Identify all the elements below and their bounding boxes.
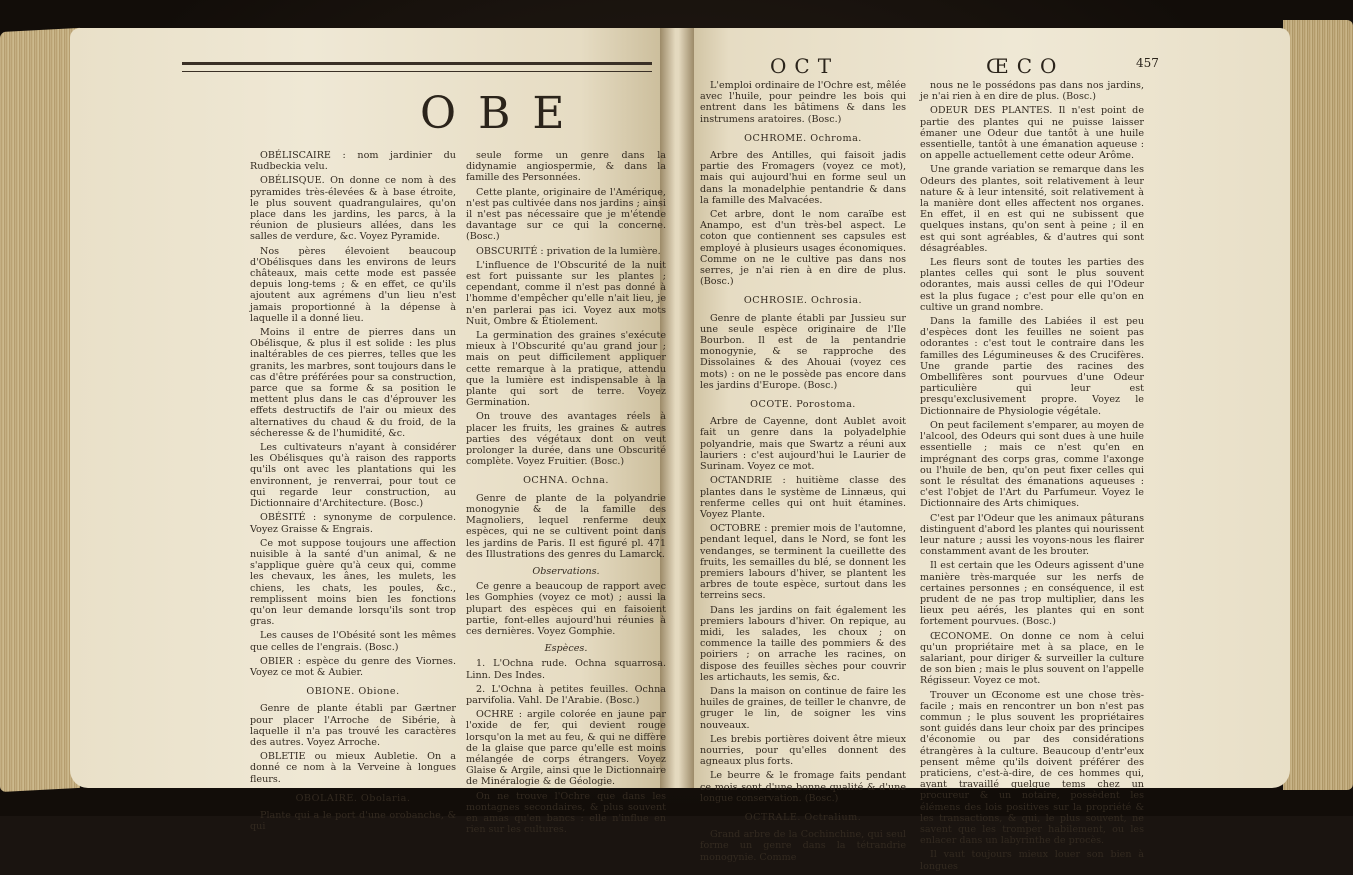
right-page-edges: [1283, 20, 1353, 790]
paragraph: L'emploi ordinaire de l'Ochre est, mêlée avec l'huile, pour peindre les bois qui entrent dans les bâtimens & dans les instrumens aratoires. (Bosc.): [700, 80, 906, 125]
left-page-edges: [0, 28, 80, 792]
paragraph: Plante qui a le port d'une orobanche, & qui: [250, 809, 456, 833]
paragraph: Arbre des Antilles, qui faisoit jadis partie des Fromagers (voyez ce mot), mais qui aujourd'hui en forme seul un dans la monadelphie pentandrie & dans la famille des Malvacées.: [700, 150, 906, 206]
paragraph: Moins il entre de pierres dans un Obélisque, & plus il est solide : les plus inaltérables de ces pierres, telles que les granits, les marbres, sont toujours dans le cas d'être préférées pour sa construction, parce que sa forme & sa position le mettent plus dans le cas d'éprouver les effets destructifs de l'air ou mieux des alternatives du chaud & du froid, de la sécheresse & de l'humidité, &c.: [250, 327, 456, 439]
paragraph: OCTOBRE : premier mois de l'automne, pendant lequel, dans le Nord, se font les vendanges, se terminent la cueillette des fruits, les semailles du blé, se donnent les premiers labours d'hiver, se plantent les arbres de toute espèce, surtout dans les terreins secs.: [700, 523, 906, 602]
paragraph: Cet arbre, dont le nom caraïbe est Anampo, est d'un très-bel aspect. Le coton que contiennent ses capsules est employé à plusieurs usages économiques. Comme on ne le cultive pas dans nos serres, je n'ai rien à en dire de plus. (Bosc.): [700, 209, 906, 288]
paragraph: Nos pères élevoient beaucoup d'Obélisques dans les environs de leurs châteaux, mais cette mode est passée depuis long-tems ; & en effet, ce qu'ils ajoutent aux agrémens d'un lieu n'est jamais proportionné à la dépense à laquelle il a donné lieu.: [250, 245, 456, 324]
paragraph: Dans la maison on continue de faire les huiles de graines, de teiller le chanvre, de gruger le lin, de soigner les vins nouveaux.: [700, 685, 906, 731]
paragraph: OCOTE. Porostoma.: [750, 399, 856, 411]
paragraph: Grand arbre de la Cochinchine, qui seul forme un genre dans la tétrandrie monogynie. Comme: [700, 829, 906, 863]
paragraph: Espèces.: [544, 643, 588, 655]
paragraph: On peut facilement s'emparer, au moyen de l'alcool, des Odeurs qui sont dues à une huile essentielle ; mais ce n'est qu'en en imprégnant des corps gras, comme l'axonge ou l'huile de ben, qu'on peut fixer celles qui sont le résultat des émanations aqueuses : c'est l'objet de l'Art du Parfumeur. Voyez le Dictionnaire des Arts chimiques.: [920, 419, 1144, 510]
paragraph: Cette plante, originaire de l'Amérique, n'est pas cultivée dans nos jardins ; ainsi il n'est pas nécessaire que je m'étende davantage sur ce qui la concerne. (Bosc.): [466, 186, 666, 243]
paragraph: OCHROSIE. Ochrosia.: [743, 295, 863, 307]
paragraph: Une grande variation se remarque dans les Odeurs des plantes, soit relativement à leur nature & à leur intensité, soit relativement à la manière dont elles affectent nos organes. En effet, il en est qui ne subissent que quelques instans, qu'on sent à peine ; il en est qui sont agréables, & d'autres qui sont désagréables.: [920, 164, 1144, 254]
paragraph: La germination des graines s'exécute mieux à l'Obscurité qu'au grand jour ; mais on peut difficilement appliquer cette remarque à la pratique, attendu que la lumière est indispensable à la plante qui sort de terre. Voyez Germination.: [466, 330, 666, 409]
paragraph: Il est certain que les Odeurs agissent d'une manière très-marquée sur les nerfs de certaines personnes ; en conséquence, il est prudent de ne pas trop multiplier, dans les lieux peu aérés, les plantes qui en sont fortement pourvues. (Bosc.): [920, 560, 1144, 628]
paragraph: Dans les jardins on fait également les premiers labours d'hiver. On repique, au midi, les salades, les choux ; on commence la taille des pommiers & des poiriers ; on arrache les racines, on dispose des feuilles sèches pour couvrir les artichauts, les semis, &c.: [700, 604, 906, 683]
paragraph: seule forme un genre dans la didynamie angiospermie, & dans la famille des Personnées.: [466, 150, 666, 184]
paragraph: OCTANDRIE : huitième classe des plantes dans le système de Linnæus, qui renferme celles qui ont huit étamines. Voyez Plante.: [700, 475, 906, 520]
paragraph: On trouve des avantages réels à placer les fruits, les graines & autres parties des végétaux dont on veut prolonger la durée, dans une Obscurité complète. Voyez Fruitier. (Bosc.): [466, 411, 666, 468]
paragraph: OBIER : espèce du genre des Viornes. Voyez ce mot & Aubier.: [250, 655, 456, 678]
paragraph: Le beurre & le fromage faits pendant ce mois sont d'une bonne qualité & d'une longue conservation. (Bosc.): [700, 770, 906, 804]
header-rule: [182, 62, 652, 72]
paragraph: 2. L'Ochna à petites feuilles. Ochna parvifolia. Vahl. De l'Arabie. (Bosc.): [466, 683, 666, 706]
paragraph: OBIONE. Obione.: [306, 686, 400, 698]
paragraph: Trouver un Œconome est une chose très-facile ; mais en rencontrer un bon n'est pas commun ; le plus souvent les propriétaires sont guidés dans leur choix par des principes d'économie ou par des considérations étrangères à la culture. Beaucoup d'entr'eux pensent même qu'ils doivent préférer des praticiens, c'est-à-dire, de ces hommes qui, ayant travaillé quelque tems chez un procureur & un notaire, possèdent les élémens des lois positives sur la propriété & les transactions, & qui, le plus souvent, ne savent que les tromper habilement, ou les enlacer dans un labyrinthe de procès.: [920, 689, 1144, 847]
paragraph: Les fleurs sont de toutes les parties des plantes celles qui sont le plus souvent odorantes, mais aussi celles de qui l'Odeur est la plus fugace ; c'est pour elle qu'on en cultive un grand nombre.: [920, 257, 1144, 313]
paragraph: ŒCONOME. On donne ce nom à celui qu'un propriétaire met à sa place, en le salariant, pour diriger & surveiller la culture de son bien ; mais le plus souvent on l'appelle Régisseur. Voyez ce mot.: [920, 630, 1144, 687]
paragraph: Observations.: [532, 565, 600, 577]
left-column-2: [466, 150, 666, 838]
paragraph: nous ne le possédons pas dans nos jardins, je n'ai rien à en dire de plus. (Bosc.): [920, 80, 1144, 103]
paragraph: ODEUR DES PLANTES. Il n'est point de partie des plantes qui ne puisse laisser émaner une Odeur due tantôt à une huile essentielle, tantôt à une émanation aqueuse : on appelle actuellement cette odeur Arôme.: [920, 105, 1144, 162]
right-running-head-left: OCT: [770, 54, 840, 78]
right-column-1: [700, 80, 906, 866]
paragraph: Genre de plante établi par Gærtner pour placer l'Arroche de Sibérie, à laquelle il n'a pas trouvé les caractères des autres. Voyez Arroche.: [250, 703, 456, 748]
paragraph: Ce genre a beaucoup de rapport avec les Gomphies (voyez ce mot) ; aussi la plupart des espèces qui en faisoient partie, font-elles aujourd'hui réunies à ces dernières. Voyez Gomphie.: [466, 581, 666, 637]
paragraph: OCHRE : argile colorée en jaune par l'oxide de fer, qui devient rouge lorsqu'on la met au feu, & qui ne diffère de la glaise que parce qu'elle est moins mélangée de corps étrangers. Voyez Glaise & Argile, ainsi que le Dictionnaire de Minéralogie & de Géologie.: [466, 709, 666, 788]
paragraph: Dans la famille des Labiées il est peu d'espèces dont les feuilles ne soient pas odorantes : c'est tout le contraire dans les familles des Légumineuses & des Crucifères. Une grande partie des racines des Ombellifères sont pourvues d'une Odeur particulière qui leur est presqu'exclusivement propre. Voyez le Dictionnaire de Physiologie végétale.: [920, 316, 1144, 417]
paragraph: OBÉSITÉ : synonyme de corpulence. Voyez Graisse & Engrais.: [250, 512, 456, 535]
left-column-1: [250, 150, 456, 835]
paragraph: L'influence de l'Obscurité de la nuit est fort puissante sur les plantes ; cependant, comme il n'est pas donné à l'homme d'empêcher qu'elle n'ait lieu, je n'en parlerai pas ici. Voyez aux mots Nuit, Ombre & Étiolement.: [466, 259, 666, 327]
paragraph: Les brebis portières doivent être mieux nourries, pour qu'elles donnent des agneaux plus forts.: [700, 733, 906, 768]
paragraph: OBSCURITÉ : privation de la lumière.: [476, 245, 661, 257]
left-running-head: OBE: [420, 88, 587, 139]
paragraph: OCTRALE. Octralium.: [744, 811, 862, 823]
paragraph: 1. L'Ochna rude. Ochna squarrosa. Linn. Des Indes.: [466, 658, 666, 681]
paragraph: OBLETIE ou mieux Aubletie. On a donné ce nom à la Verveine à longues fleurs.: [250, 751, 456, 785]
right-running-head-right: ŒCO: [986, 54, 1065, 78]
page-number: 457: [1136, 56, 1159, 70]
paragraph: Les causes de l'Obésité sont les mêmes que celles de l'engrais. (Bosc.): [250, 630, 456, 653]
right-column-2: [920, 80, 1144, 875]
paragraph: On ne trouve l'Ochre que dans les montagnes secondaires, & plus souvent en amas qu'en bancs : elle n'influe en rien sur les cultures.: [466, 790, 666, 836]
paragraph: OCHROME. Ochroma.: [744, 132, 862, 144]
paragraph: OCHNA. Ochna.: [523, 475, 609, 487]
paragraph: C'est par l'Odeur que les animaux pâturans distinguent d'abord les plantes qui nourissent leur nature ; aussi les voyons-nous les flairer constamment avant de les brouter.: [920, 512, 1144, 558]
paragraph: Ce mot suppose toujours une affection nuisible à la santé d'un animal, & ne s'applique guère qu'à ceux qui, comme les chevaux, les ânes, les mulets, les chiens, les chats, les poules, &c., remplissent moins bien les fonctions qu'on leur demande lorsqu'ils sont trop gras.: [250, 537, 456, 628]
paragraph: OBÉLISCAIRE : nom jardinier du Rudbeckia velu.: [250, 150, 456, 173]
paragraph: OBÉLISQUE. On donne ce nom à des pyramides très-élevées & à base étroite, le plus souvent quadrangulaires, qu'on place dans les jardins, les parcs, à la réunion de plusieurs allées, dans les salles de verdure, &c. Voyez Pyramide.: [250, 175, 456, 243]
paragraph: Arbre de Cayenne, dont Aublet avoit fait un genre dans la polyadelphie polyandrie, mais que Swartz a réuni aux lauriers : c'est aujourd'hui le Laurier de Surinam. Voyez ce mot.: [700, 416, 906, 473]
paragraph: Genre de plante établi par Jussieu sur une seule espèce originaire de l'Ile Bourbon. Il est de la pentandrie monogynie, & se rapproche des Dissolaines & des Ahouai (voyez ces mots) : on ne le possède pas encore dans les jardins d'Europe. (Bosc.): [700, 312, 906, 391]
paragraph: OBOLAIRE. Obolaria.: [295, 792, 411, 804]
paragraph: Les cultivateurs n'ayant à considérer les Obélisques qu'à raison des rapports qu'ils ont avec les plantations qui les environnent, je renverrai, pour tout ce qui regarde leur construction, au Dictionnaire d'Architecture. (Bosc.): [250, 442, 456, 510]
paragraph: Il vaut toujours mieux louer son bien à longues: [920, 849, 1144, 872]
paragraph: Genre de plante de la polyandrie monogynie & de la famille des Magnoliers, lequel renferme deux espèces, qui ne se cultivent point dans les jardins de Paris. Il est figuré pl. 471 des Illustrations des genres du Lamarck.: [466, 492, 666, 560]
